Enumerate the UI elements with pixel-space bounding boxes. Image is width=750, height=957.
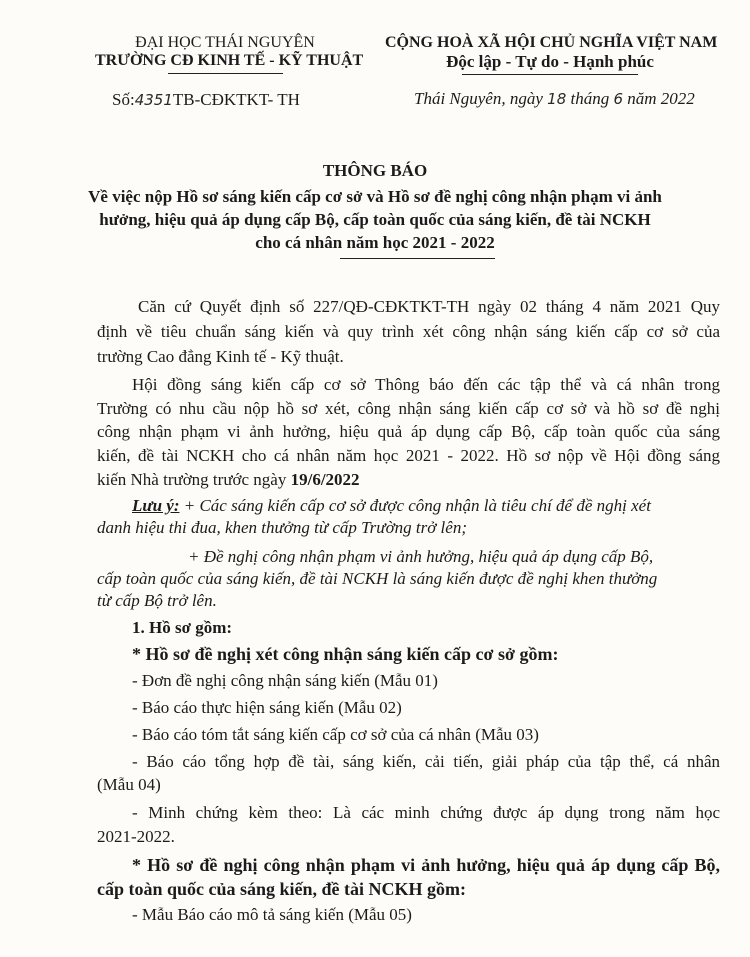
paragraph-2-line-3: công nhận phạm vi ảnh hưởng, hiệu quả áp dụng cấp Bộ, cấp toàn quốc của sáng bbox=[97, 422, 720, 441]
country-name: CỘNG HOÀ XÃ HỘI CHỦ NGHĨA VIỆT NAM bbox=[385, 34, 718, 51]
list-item-3: - Báo cáo tóm tắt sáng kiến cấp cơ sở của cá nhân (Mẫu 03) bbox=[132, 725, 539, 744]
motto-underline bbox=[462, 74, 638, 75]
paragraph-2-line-4: kiến, đề tài NCKH cho cá nhân năm học 2021 - 2022. Hồ sơ nộp về Hội đồng sáng bbox=[97, 446, 720, 465]
school-name: TRƯỜNG CĐ KINH TẾ - KỸ THUẬT bbox=[95, 52, 364, 69]
list-item-4-line-1: - Báo cáo tổng hợp đề tài, sáng kiến, cải tiến, giải pháp của tập thể, cá nhân bbox=[132, 752, 720, 771]
date-month-label: tháng bbox=[570, 89, 610, 108]
deadline-date: 19/6/2022 bbox=[290, 470, 360, 489]
section-1-subheading-1: * Hồ sơ đề nghị xét công nhận sáng kiến cấp cơ sở gồm: bbox=[132, 644, 559, 664]
date-year: năm 2022 bbox=[627, 89, 695, 108]
list-item-1: - Đơn đề nghị công nhận sáng kiến (Mẫu 01) bbox=[132, 671, 438, 690]
number-handwritten: 4351 bbox=[134, 91, 173, 109]
subject-line-3: cho cá nhân năm học 2021 - 2022 bbox=[255, 233, 495, 252]
paragraph-2-line-5 bbox=[97, 470, 360, 490]
list-item-6: - Mẫu Báo cáo mô tả sáng kiến (Mẫu 05) bbox=[132, 905, 412, 924]
list-item-5-line-1: - Minh chứng kèm theo: Là các minh chứng được áp dụng trong năm học bbox=[132, 803, 720, 822]
subject-line-1: Về việc nộp Hồ sơ sáng kiến cấp cơ sở và Hồ sơ đề nghị công nhận phạm vi ảnh bbox=[88, 187, 662, 206]
number-prefix: Số: bbox=[112, 90, 135, 109]
date-line bbox=[414, 89, 695, 109]
school-underline bbox=[168, 73, 283, 74]
date-place: Thái Nguyên, ngày bbox=[414, 89, 543, 108]
section-1-subheading-2-line-1: * Hồ sơ đề nghị công nhận phạm vi ảnh hưởng, hiệu quả áp dụng cấp Bộ, bbox=[132, 855, 720, 875]
paragraph-2-line-1: Hội đồng sáng kiến cấp cơ sở Thông báo đến các tập thể và cá nhân trong bbox=[132, 375, 720, 394]
date-day: 18 bbox=[547, 90, 567, 108]
document-number bbox=[112, 90, 300, 110]
subject-line-2: hưởng, hiệu quả áp dụng cấp Bộ, cấp toàn quốc của sáng kiến, đề tài NCKH bbox=[99, 210, 651, 229]
note-1-text: + Các sáng kiến cấp cơ sở được công nhận là tiêu chí để đề nghị xét bbox=[183, 496, 651, 515]
paragraph-2-line-2: Trường có nhu cầu nộp hồ sơ xét, công nhận sáng kiến cấp cơ sở và hồ sơ đề nghị bbox=[97, 399, 720, 418]
deadline-text: kiến Nhà trường trước ngày bbox=[97, 470, 287, 489]
note-2-line-2: cấp toàn quốc của sáng kiến, đề tài NCKH là sáng kiến được đề nghị khen thưởng bbox=[97, 569, 658, 588]
section-1-heading: 1. Hồ sơ gồm: bbox=[132, 618, 233, 637]
note-label: Lưu ý: bbox=[132, 496, 180, 515]
document-title: THÔNG BÁO bbox=[322, 161, 428, 180]
list-item-4-line-2: (Mẫu 04) bbox=[97, 775, 161, 794]
national-motto: Độc lập - Tự do - Hạnh phúc bbox=[446, 52, 654, 71]
note-1-line-2: danh hiệu thi đua, khen thưởng từ cấp Trường trở lên; bbox=[97, 518, 467, 537]
ministry-name: ĐẠI HỌC THÁI NGUYÊN bbox=[135, 34, 315, 51]
section-1-subheading-2-line-2: cấp toàn quốc của sáng kiến, đề tài NCKH gồm: bbox=[97, 879, 467, 899]
date-month: 6 bbox=[613, 90, 624, 108]
paragraph-1-line-3: trường Cao đẳng Kinh tế - Kỹ thuật. bbox=[97, 347, 344, 366]
number-suffix: TB-CĐKTKT- TH bbox=[172, 90, 300, 109]
paragraph-1-line-1: Căn cứ Quyết định số 227/QĐ-CĐKTKT-TH ngày 02 tháng 4 năm 2021 Quy bbox=[138, 297, 720, 316]
paragraph-1-line-2: định về tiêu chuẩn sáng kiến và quy trình xét công nhận sáng kiến cấp cơ sở của bbox=[97, 322, 720, 341]
note-line-1 bbox=[132, 496, 651, 516]
note-2-line-3: từ cấp Bộ trở lên. bbox=[97, 591, 217, 610]
list-item-5-line-2: 2021-2022. bbox=[97, 827, 175, 846]
title-underline bbox=[340, 258, 495, 259]
list-item-2: - Báo cáo thực hiện sáng kiến (Mẫu 02) bbox=[132, 698, 402, 717]
note-2-line-1: + Đề nghị công nhận phạm vi ảnh hưởng, hiệu quả áp dụng cấp Bộ, bbox=[188, 547, 654, 566]
